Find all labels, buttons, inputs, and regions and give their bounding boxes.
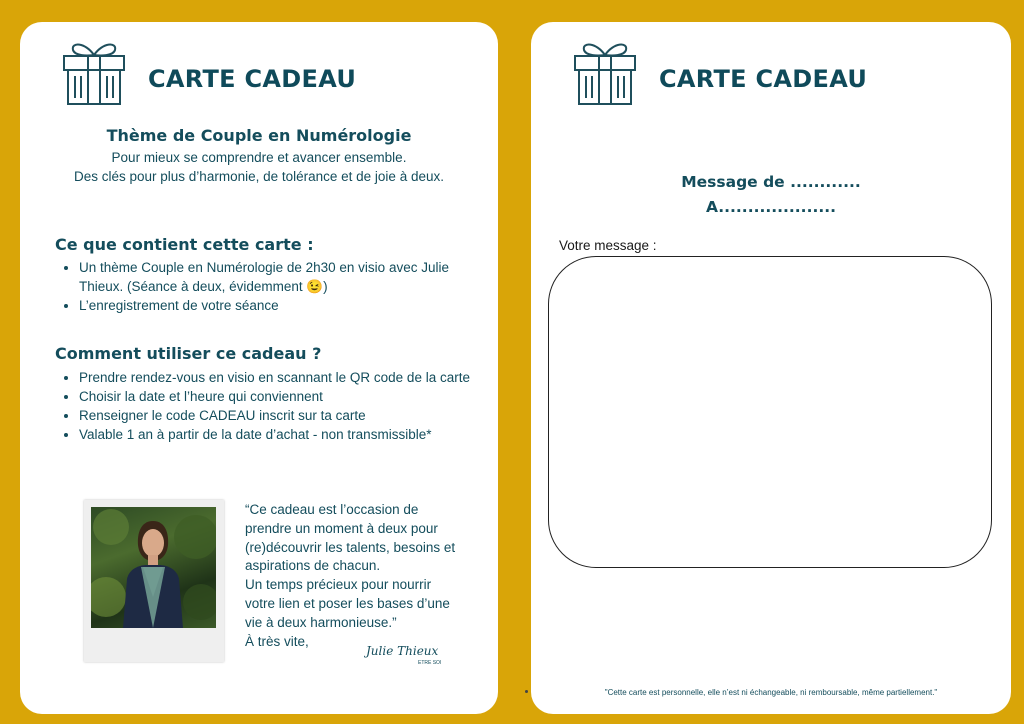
usage-heading: Comment utiliser ce cadeau ? (55, 344, 322, 363)
card-title: CARTE CADEAU (148, 65, 357, 93)
message-from: Message de ............ (681, 173, 861, 191)
list-item: • Renseigner le code CADEAU inscrit sur ta carte (79, 406, 479, 425)
list-item: • Un thème Couple en Numérologie de 2h30 en visio avec Julie Thieux. (Séance à deux, évidemment 😉) (79, 258, 479, 296)
contents-heading: Ce que contient cette carte : (55, 235, 314, 254)
gift-card-back (531, 22, 1011, 714)
contents-list (64, 258, 479, 315)
quote-text: “Ce cadeau est l’occasion de prendre un moment à deux pour (re)découvrir les talents, besoins et aspirations de chacun. Un temps précieux pour nourrir votre lien et poser les bases d’une vie à deux harmonieuse.” À très vite, (245, 502, 456, 649)
signature-tagline: ETRE SOI (418, 660, 442, 666)
theme-title: Thème de Couple en Numérologie (106, 126, 412, 145)
theme-line-1: Pour mieux se comprendre et avancer ensemble. (111, 150, 407, 165)
message-to: A.................... (705, 198, 837, 216)
message-box[interactable] (548, 256, 992, 568)
theme-line-2: Des clés pour plus d’harmonie, de tolérance et de joie à deux. (74, 169, 444, 184)
message-label: Votre message : (559, 238, 657, 253)
polaroid-photo (84, 500, 224, 662)
bullet-dot (525, 690, 528, 693)
list-item: • L’enregistrement de votre séance (79, 296, 479, 315)
list-item: • Choisir la date et l’heure qui conviennent (79, 387, 479, 406)
usage-list (64, 368, 479, 444)
signature: Julie Thieux (366, 644, 439, 658)
gift-card-front (20, 22, 498, 714)
disclaimer: "Cette carte est personnelle, elle n’est ni échangeable, ni remboursable, même partiellement." (604, 688, 938, 697)
gift-box-icon (572, 38, 638, 108)
list-item: • Valable 1 an à partir de la date d’achat - non transmissible* (79, 425, 479, 444)
portrait-photo (91, 507, 216, 628)
card-title: CARTE CADEAU (659, 65, 868, 93)
gift-box-icon (61, 38, 127, 108)
list-item: • Prendre rendez-vous en visio en scannant le QR code de la carte (79, 368, 479, 387)
